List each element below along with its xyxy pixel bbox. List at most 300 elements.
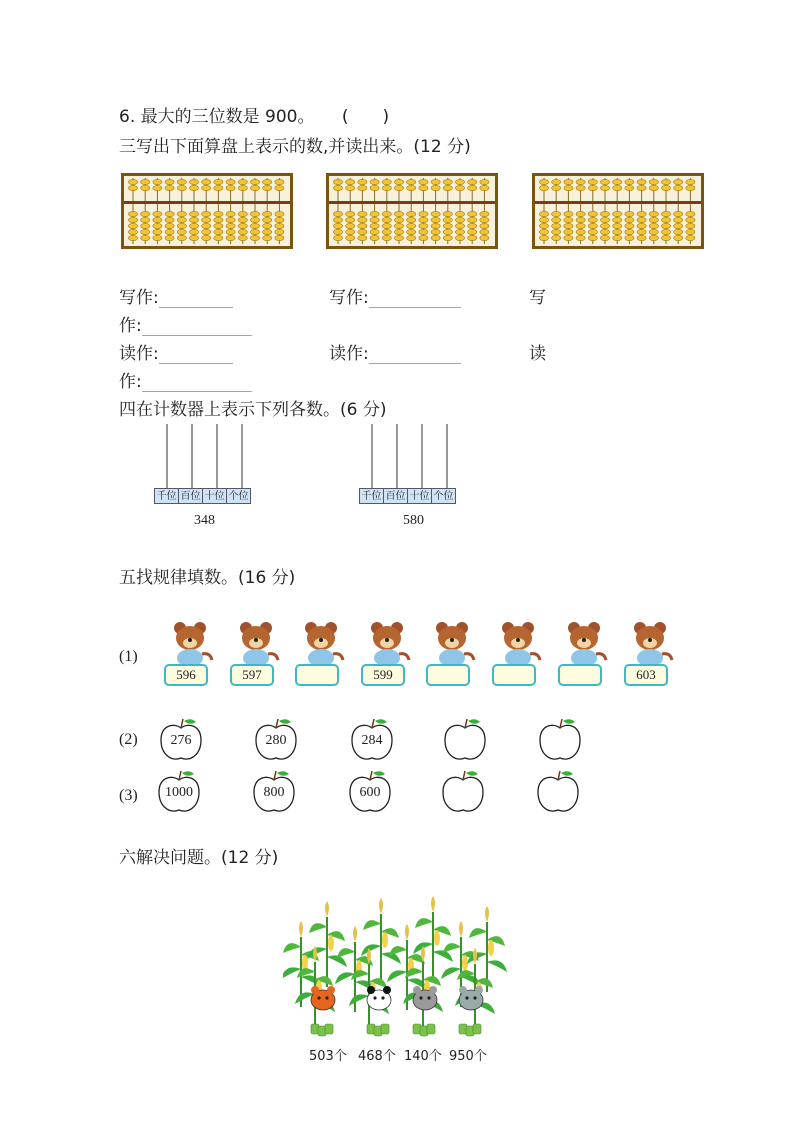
abacus-bead bbox=[431, 211, 440, 216]
abacus-bead bbox=[686, 217, 695, 222]
abacus-bead bbox=[275, 229, 284, 234]
write-blank-1[interactable] bbox=[159, 289, 233, 308]
row-1-label: (1) bbox=[119, 648, 138, 665]
abacus-bead bbox=[346, 185, 355, 190]
apple-value: 280 bbox=[265, 733, 287, 748]
abacus-bead bbox=[370, 217, 379, 222]
counter-number: 348 bbox=[194, 513, 215, 528]
abacus-bead bbox=[443, 179, 452, 184]
write-field-2 bbox=[329, 283, 461, 308]
abacus-bead bbox=[637, 217, 646, 222]
abacus-bead bbox=[177, 235, 186, 240]
abacus-bead bbox=[468, 179, 477, 184]
place-value-row bbox=[360, 488, 456, 504]
abacus-bead bbox=[649, 211, 658, 216]
abacus-bead bbox=[128, 235, 137, 240]
abacus-bead bbox=[189, 217, 198, 222]
abacus-bead bbox=[637, 211, 646, 216]
sequence-blank[interactable] bbox=[426, 664, 470, 686]
abacus-bead bbox=[674, 217, 683, 222]
abacus-bead bbox=[346, 217, 355, 222]
abacus-bead bbox=[202, 211, 211, 216]
amount-2: 468个 bbox=[358, 1049, 396, 1064]
abacus-bead bbox=[358, 229, 367, 234]
abacus-bead bbox=[588, 235, 597, 240]
abacus-bead bbox=[613, 179, 622, 184]
abacus-bead bbox=[455, 217, 464, 222]
abacus-bead bbox=[480, 229, 489, 234]
abacus-bead bbox=[661, 229, 670, 234]
abacus-bead bbox=[431, 179, 440, 184]
abacus-bead bbox=[600, 229, 609, 234]
abacus-bead bbox=[625, 217, 634, 222]
abacus-bead bbox=[443, 217, 452, 222]
abacus-bead bbox=[165, 217, 174, 222]
abacus-bead bbox=[576, 217, 585, 222]
abacus-bead bbox=[674, 223, 683, 228]
abacus-bead bbox=[564, 179, 573, 184]
read-field-3 bbox=[119, 367, 252, 392]
abacus-bead bbox=[588, 179, 597, 184]
abacus-bead bbox=[480, 179, 489, 184]
abacus-bead bbox=[674, 185, 683, 190]
abacus-bead bbox=[431, 217, 440, 222]
corn-pile-icon bbox=[459, 1024, 481, 1036]
abacus-bead bbox=[443, 235, 452, 240]
abacus-bead bbox=[686, 211, 695, 216]
abacus-bead bbox=[443, 223, 452, 228]
abacus-bead bbox=[661, 185, 670, 190]
abacus-bead bbox=[238, 179, 247, 184]
abacus-bead bbox=[661, 223, 670, 228]
abacus-bead bbox=[576, 229, 585, 234]
read-field-1 bbox=[119, 339, 233, 364]
abacus-bead bbox=[153, 217, 162, 222]
counter-rods bbox=[359, 424, 463, 490]
abacus-bead bbox=[480, 217, 489, 222]
abacus-bead bbox=[649, 235, 658, 240]
apple-value: 276 bbox=[170, 733, 192, 748]
abacus-bead bbox=[576, 185, 585, 190]
abacus-bead bbox=[455, 223, 464, 228]
abacus-bead bbox=[202, 229, 211, 234]
abacus-bead bbox=[625, 179, 634, 184]
abacus-bead bbox=[141, 229, 150, 234]
abacus-bead bbox=[177, 211, 186, 216]
section-3-title: 三写出下面算盘上表示的数,并读出来。(12 分) bbox=[119, 137, 471, 157]
abacus-bead bbox=[128, 179, 137, 184]
abacus-bead bbox=[407, 185, 416, 190]
abacus-bead bbox=[419, 229, 428, 234]
abacus-bead bbox=[419, 223, 428, 228]
abacus-bead bbox=[141, 223, 150, 228]
abacus-bead bbox=[275, 179, 284, 184]
abacus-bead bbox=[226, 185, 235, 190]
abacus-bead bbox=[564, 217, 573, 222]
abacus-bead bbox=[189, 185, 198, 190]
abacus-bead bbox=[480, 223, 489, 228]
corn-stalk-icon bbox=[403, 946, 443, 1032]
abacus-bead bbox=[419, 211, 428, 216]
abacus-bead bbox=[552, 217, 561, 222]
amount-1: 503个 bbox=[309, 1049, 347, 1064]
abacus-bead bbox=[382, 179, 391, 184]
abacus-bead bbox=[238, 211, 247, 216]
abacus-bead bbox=[382, 235, 391, 240]
abacus-bead bbox=[468, 235, 477, 240]
write-wrap-tail: 作: bbox=[119, 316, 142, 336]
section-5-title: 五找规律填数。(16 分) bbox=[119, 568, 296, 588]
abacus-bead bbox=[576, 179, 585, 184]
abacus-bead bbox=[358, 211, 367, 216]
abacus-bead bbox=[358, 179, 367, 184]
abacus-bead bbox=[141, 211, 150, 216]
abacus-bead bbox=[153, 223, 162, 228]
abacus-bead bbox=[177, 217, 186, 222]
abacus-bead bbox=[214, 179, 223, 184]
abacus-bead bbox=[649, 223, 658, 228]
abacus-bead bbox=[333, 223, 342, 228]
abacus-bead bbox=[177, 179, 186, 184]
sequence-value: 596 bbox=[164, 664, 208, 686]
abacus-bead bbox=[165, 211, 174, 216]
abacus-bead bbox=[189, 223, 198, 228]
abacus-bead bbox=[539, 211, 548, 216]
abacus-bead bbox=[177, 229, 186, 234]
answer-paren: ( ) bbox=[341, 107, 390, 127]
panda-icon bbox=[367, 986, 391, 1010]
abacus-bead bbox=[189, 179, 198, 184]
section-6-title: 六解决问题。(12 分) bbox=[119, 848, 279, 868]
abacus-bead bbox=[189, 211, 198, 216]
abacus-bead bbox=[238, 185, 247, 190]
abacus-bead bbox=[141, 217, 150, 222]
abacus-bead bbox=[346, 235, 355, 240]
abacus-bead bbox=[153, 179, 162, 184]
abacus-bead bbox=[214, 217, 223, 222]
abacus-bead bbox=[637, 229, 646, 234]
abacus-bead bbox=[637, 185, 646, 190]
abacus-bead bbox=[275, 211, 284, 216]
corn-pile-icon bbox=[413, 1024, 435, 1036]
abacus-bead bbox=[202, 179, 211, 184]
abacus-bead bbox=[674, 235, 683, 240]
abacus-bead bbox=[661, 179, 670, 184]
abacus-bead bbox=[370, 179, 379, 184]
sequence-value: 599 bbox=[361, 664, 405, 686]
abacus-bead bbox=[275, 185, 284, 190]
abacus-bead bbox=[370, 185, 379, 190]
abacus-bead bbox=[394, 217, 403, 222]
read-blank-3[interactable] bbox=[142, 373, 252, 392]
sequence-blank[interactable] bbox=[492, 664, 536, 686]
apple-value: 1000 bbox=[165, 785, 193, 800]
abacus-bead bbox=[202, 235, 211, 240]
abacus-bead bbox=[407, 217, 416, 222]
abacus-bead bbox=[576, 211, 585, 216]
abacus-bead bbox=[177, 223, 186, 228]
abacus-bead bbox=[552, 211, 561, 216]
abacus-bead bbox=[600, 223, 609, 228]
abacus-bead bbox=[613, 217, 622, 222]
abacus-bead bbox=[443, 211, 452, 216]
abacus-bead bbox=[468, 223, 477, 228]
abacus-bead bbox=[250, 185, 259, 190]
abacus-bead bbox=[141, 179, 150, 184]
abacus-bead bbox=[455, 235, 464, 240]
abacus-bead bbox=[443, 185, 452, 190]
abacus-bead bbox=[226, 217, 235, 222]
abacus-bead bbox=[226, 211, 235, 216]
abacus-bead bbox=[625, 229, 634, 234]
rabbit-icon bbox=[459, 986, 483, 1010]
abacus-bead bbox=[238, 217, 247, 222]
abacus-bead bbox=[263, 185, 272, 190]
abacus-bead bbox=[431, 223, 440, 228]
abacus-bead bbox=[226, 229, 235, 234]
read-wrap-head: 读 bbox=[529, 344, 546, 364]
abacus-bead bbox=[407, 223, 416, 228]
abacus-bead bbox=[153, 211, 162, 216]
abacus-bead bbox=[165, 229, 174, 234]
abacus-bead bbox=[480, 211, 489, 216]
question-6 bbox=[119, 102, 389, 127]
abacus-bead bbox=[480, 235, 489, 240]
abacus-bead bbox=[637, 179, 646, 184]
abacus-bead bbox=[382, 211, 391, 216]
abacus-bead bbox=[333, 179, 342, 184]
abacus-bead bbox=[382, 223, 391, 228]
abacus-bead bbox=[468, 229, 477, 234]
counter-2 bbox=[359, 424, 463, 534]
abacus-bead bbox=[419, 235, 428, 240]
apple-icon[interactable] bbox=[439, 768, 487, 816]
abacus-3 bbox=[532, 173, 704, 249]
abacus-bead bbox=[214, 185, 223, 190]
abacus-bead bbox=[674, 229, 683, 234]
apple-icon[interactable] bbox=[534, 768, 582, 816]
abacus-bead bbox=[564, 223, 573, 228]
abacus-1 bbox=[121, 173, 293, 249]
abacus-bead bbox=[333, 185, 342, 190]
abacus-bead bbox=[214, 235, 223, 240]
abacus-bead bbox=[600, 179, 609, 184]
write-label: 写作: bbox=[329, 288, 369, 308]
abacus-bead bbox=[649, 217, 658, 222]
abacus-bead bbox=[564, 211, 573, 216]
abacus-bead bbox=[394, 179, 403, 184]
abacus-bead bbox=[346, 229, 355, 234]
abacus-bead bbox=[263, 229, 272, 234]
abacus-bead bbox=[600, 211, 609, 216]
abacus-bead bbox=[419, 217, 428, 222]
abacus-bead bbox=[177, 185, 186, 190]
abacus-bead bbox=[189, 229, 198, 234]
abacus-bead bbox=[333, 229, 342, 234]
abacus-bead bbox=[455, 179, 464, 184]
abacus-bead bbox=[588, 185, 597, 190]
abacus-bead bbox=[394, 235, 403, 240]
abacus-bead bbox=[382, 217, 391, 222]
abacus-bead bbox=[552, 185, 561, 190]
read-label: 读作: bbox=[119, 344, 159, 364]
abacus-bead bbox=[370, 223, 379, 228]
abacus-bead bbox=[263, 179, 272, 184]
sequence-blank[interactable] bbox=[558, 664, 602, 686]
abacus-bead bbox=[250, 235, 259, 240]
read-blank-2[interactable] bbox=[369, 345, 461, 364]
place-thousands: 千位 bbox=[359, 488, 384, 504]
abacus-bead bbox=[468, 185, 477, 190]
abacus-bead bbox=[128, 223, 137, 228]
abacus-bead bbox=[226, 223, 235, 228]
abacus-bead bbox=[250, 179, 259, 184]
abacus-bead bbox=[238, 235, 247, 240]
write-field-3 bbox=[119, 311, 252, 336]
abacus-bead bbox=[539, 185, 548, 190]
abacus-bead bbox=[613, 223, 622, 228]
abacus-bead bbox=[588, 223, 597, 228]
abacus-bead bbox=[419, 185, 428, 190]
abacus-bead bbox=[564, 235, 573, 240]
abacus-bead bbox=[165, 235, 174, 240]
abacus-bead bbox=[165, 185, 174, 190]
abacus-bead bbox=[275, 217, 284, 222]
abacus-bead bbox=[250, 223, 259, 228]
write-blank-2[interactable] bbox=[369, 289, 461, 308]
abacus-bead bbox=[394, 185, 403, 190]
apple-value: 800 bbox=[263, 785, 285, 800]
abacus-bead bbox=[407, 235, 416, 240]
abacus-bead bbox=[214, 229, 223, 234]
abacus-bead bbox=[637, 235, 646, 240]
abacus-bead bbox=[564, 229, 573, 234]
abacus-bead bbox=[443, 229, 452, 234]
abacus-bead bbox=[686, 235, 695, 240]
abacus-bead bbox=[214, 223, 223, 228]
write-wrap-head: 写 bbox=[529, 288, 546, 308]
corn-pile-icon bbox=[311, 1024, 333, 1036]
abacus-bead bbox=[613, 235, 622, 240]
abacus-bead bbox=[686, 229, 695, 234]
sequence-value: 597 bbox=[230, 664, 274, 686]
apple-value: 284 bbox=[361, 733, 383, 748]
apple-value: 600 bbox=[359, 785, 381, 800]
read-wrap-tail: 作: bbox=[119, 372, 142, 392]
sequence-blank[interactable] bbox=[295, 664, 339, 686]
place-value-row bbox=[155, 488, 251, 504]
abacus-bead bbox=[552, 223, 561, 228]
abacus-bead bbox=[455, 185, 464, 190]
section-4-title: 四在计数器上表示下列各数。(6 分) bbox=[119, 400, 387, 420]
abacus-bead bbox=[263, 235, 272, 240]
abacus-bead bbox=[468, 217, 477, 222]
abacus-bead bbox=[600, 185, 609, 190]
write-field-1 bbox=[119, 283, 233, 308]
abacus-bead bbox=[613, 229, 622, 234]
abacus-bead bbox=[238, 229, 247, 234]
abacus-bead bbox=[153, 235, 162, 240]
read-field-2 bbox=[329, 339, 461, 364]
corn-plants bbox=[283, 882, 509, 1072]
abacus-bead bbox=[539, 179, 548, 184]
amount-4: 950个 bbox=[449, 1049, 487, 1064]
abacus-bead bbox=[552, 229, 561, 234]
abacus-bead bbox=[686, 223, 695, 228]
abacus-bead bbox=[625, 223, 634, 228]
abacus-bead bbox=[275, 223, 284, 228]
place-hundreds: 百位 bbox=[383, 488, 408, 504]
abacus-bead bbox=[600, 235, 609, 240]
abacus-bead bbox=[153, 185, 162, 190]
abacus-bead bbox=[226, 179, 235, 184]
abacus-bead bbox=[539, 229, 548, 234]
row-2-label: (2) bbox=[119, 731, 138, 748]
abacus-bead bbox=[600, 217, 609, 222]
question-6-text: 6. 最大的三位数是 900。 bbox=[119, 107, 315, 127]
abacus-bead bbox=[250, 229, 259, 234]
abacus-bead bbox=[394, 211, 403, 216]
abacus-bead bbox=[686, 179, 695, 184]
abacus-bead bbox=[552, 179, 561, 184]
corn-field-illustration bbox=[283, 882, 509, 1072]
abacus-bead bbox=[153, 229, 162, 234]
abacus-bead bbox=[226, 235, 235, 240]
squirrel-icon bbox=[311, 986, 335, 1010]
abacus-bead bbox=[625, 235, 634, 240]
abacus-bead bbox=[552, 235, 561, 240]
read-blank-1[interactable] bbox=[159, 345, 233, 364]
abacus-bead bbox=[370, 229, 379, 234]
abacus-bead bbox=[576, 235, 585, 240]
write-label: 写作: bbox=[119, 288, 159, 308]
place-hundreds: 百位 bbox=[178, 488, 203, 504]
write-blank-3[interactable] bbox=[142, 317, 252, 336]
place-tens: 十位 bbox=[202, 488, 227, 504]
abacus-bead bbox=[576, 223, 585, 228]
abacus-bead bbox=[588, 229, 597, 234]
apple-icon[interactable] bbox=[441, 716, 489, 764]
abacus-bead bbox=[382, 229, 391, 234]
row-3-label: (3) bbox=[119, 787, 138, 804]
abacus-bead bbox=[674, 211, 683, 216]
abacus-bead bbox=[431, 235, 440, 240]
counter-rods bbox=[154, 424, 258, 490]
abacus-bead bbox=[613, 185, 622, 190]
abacus-bead bbox=[263, 211, 272, 216]
abacus-bead bbox=[128, 229, 137, 234]
abacus-bead bbox=[564, 185, 573, 190]
abacus-bead bbox=[250, 217, 259, 222]
abacus-bead bbox=[202, 223, 211, 228]
abacus-bead bbox=[263, 217, 272, 222]
abacus-bead bbox=[419, 179, 428, 184]
abacus-bead bbox=[468, 211, 477, 216]
abacus-bead bbox=[333, 211, 342, 216]
abacus-bead bbox=[202, 217, 211, 222]
counter-1 bbox=[154, 424, 258, 534]
abacus-bead bbox=[588, 217, 597, 222]
place-ones: 个位 bbox=[226, 488, 251, 504]
abacus-bead bbox=[431, 185, 440, 190]
abacus-2 bbox=[326, 173, 498, 249]
abacus-bead bbox=[214, 211, 223, 216]
corn-pile-icon bbox=[367, 1024, 389, 1036]
abacus-bead bbox=[649, 229, 658, 234]
apple-icon[interactable] bbox=[536, 716, 584, 764]
abacus-bead bbox=[202, 185, 211, 190]
abacus-bead bbox=[238, 223, 247, 228]
